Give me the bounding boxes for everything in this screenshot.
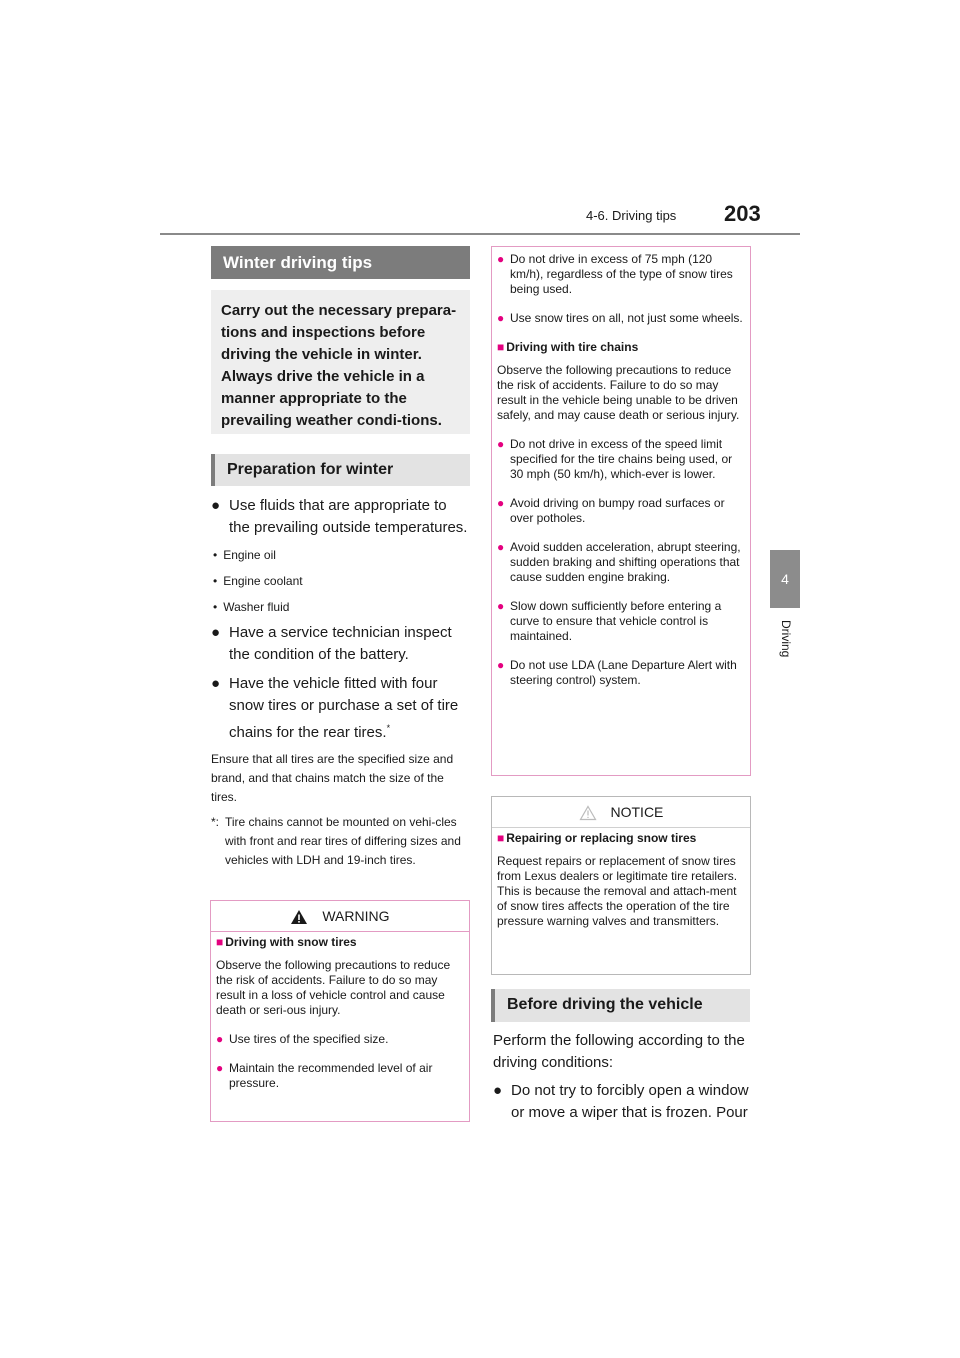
footnote-mark: * xyxy=(386,723,391,733)
bullet-icon: ● xyxy=(216,1032,224,1046)
warning-header: WARNING xyxy=(211,901,469,932)
list-item: ● Use fluids that are appropriate to the prevailing outside temperatures. xyxy=(211,497,468,536)
warning-intro: Observe the following precautions to reduce the risk of accidents. Failure to do so may result in a loss of vehicle control and cause death or seri-ous injury. xyxy=(216,958,451,1017)
list-item: ● Do not try to forcibly open a window or move a wiper that is frozen. Pour xyxy=(493,1082,749,1121)
caution-icon xyxy=(579,805,597,821)
bullet-icon: ● xyxy=(211,497,221,514)
intro-box: Carry out the necessary prepara-tions and inspections before driving the vehicle in winter. Always drive the vehicle in a manner appropriate to the prevailing weather condi-tions. xyxy=(211,290,470,434)
bullet-icon: • xyxy=(213,574,218,588)
list-item: ● Use tires of the specified size. xyxy=(216,1032,389,1046)
bullet-icon: ● xyxy=(497,658,505,672)
warning-intro: Observe the following precautions to reduce the risk of accidents. Failure to do so may result in the vehicle being unable to be driven safely, and may cause death or serious injury. xyxy=(497,363,740,422)
bullet-icon: ● xyxy=(497,437,505,451)
list-item: ● Have the vehicle fitted with four snow tires or purchase a set of tire chains for the rear tires.* xyxy=(211,675,459,741)
list-item: ● Avoid driving on bumpy road surfaces or over potholes. xyxy=(497,496,725,525)
section-heading-preparation: Preparation for winter xyxy=(211,454,470,486)
warning-content xyxy=(497,252,745,688)
warning-content xyxy=(216,935,464,1091)
notice-heading: ■ Repairing or replacing snow tires xyxy=(497,831,697,845)
bullet-icon: ● xyxy=(497,252,505,266)
bullet-icon: ● xyxy=(497,496,505,510)
warning-icon xyxy=(290,909,308,925)
list-item: • Engine oil xyxy=(213,548,276,562)
chapter-tab: 4 xyxy=(770,550,800,608)
warning-box xyxy=(210,900,470,1122)
notice-body: Request repairs or replacement of snow tires from Lexus dealers or legitimate tire retailers. This is because the removal and attach-ment of snow tires affects the operation of the tire pressure warning valves and transmitters. xyxy=(497,854,738,928)
bullet-icon: ● xyxy=(497,311,505,325)
warning-heading: ■ Driving with snow tires xyxy=(216,935,357,949)
footnote-label: *: xyxy=(211,815,220,829)
chapter-label: Driving xyxy=(779,620,793,658)
bullet-icon: • xyxy=(213,548,218,562)
list-item: ● Do not drive in excess of the speed limit specified for the tire chains being used, or 30 mph (50 km/h), which-ever is lower. xyxy=(497,437,733,481)
list-item: ● Do not drive in excess of 75 mph (120 km/h), regardless of the type of snow tires being used. xyxy=(497,252,733,296)
section-heading-winter: Winter driving tips xyxy=(211,246,470,279)
list-item: • Washer fluid xyxy=(213,600,290,614)
bullet-icon: ● xyxy=(497,599,505,613)
square-icon: ■ xyxy=(497,340,505,354)
note-text: Ensure that all tires are the specified size and brand, and that chains match the size of the tires. xyxy=(211,752,454,804)
notice-header: NOTICE xyxy=(492,797,750,828)
warning-heading: ■ Driving with tire chains xyxy=(497,340,639,354)
list-item: ● Slow down sufficiently before entering a curve to ensure that vehicle control is maintained. xyxy=(497,599,722,643)
notice-box xyxy=(491,796,751,975)
bullet-icon: ● xyxy=(211,675,221,692)
sub-list xyxy=(213,547,463,625)
square-icon: ■ xyxy=(216,935,224,949)
bullet-icon: ● xyxy=(497,540,505,554)
section-title: 4-6. Driving tips xyxy=(586,208,677,223)
footnote: *: Tire chains cannot be mounted on vehi-cles with front and rear tires of differing sizes and vehicles with LDH and 19-inch tires. xyxy=(211,815,461,867)
list-item: ● Do not use LDA (Lane Departure Alert with steering control) system. xyxy=(497,658,737,687)
header-rule xyxy=(160,233,800,235)
body-text: Perform the following according to the driving conditions: xyxy=(493,1032,745,1071)
section-heading-before-driving: Before driving the vehicle xyxy=(491,989,750,1022)
page-number: 203 xyxy=(724,201,761,226)
list-item: ● Maintain the recommended level of air pressure. xyxy=(216,1061,433,1090)
bullet-icon: ● xyxy=(216,1061,224,1075)
list-item: • Engine coolant xyxy=(213,574,303,588)
bullet-icon: ● xyxy=(493,1082,503,1099)
list-item: ● Avoid sudden acceleration, abrupt steering, sudden braking and shifting operations that cause sudden engine braking. xyxy=(497,540,741,584)
list-item: ● Use snow tires on all, not just some wheels. xyxy=(497,311,743,325)
notice-content xyxy=(497,831,745,929)
bullet-icon: • xyxy=(213,600,218,614)
warning-box-continued xyxy=(491,246,751,776)
bullet-icon: ● xyxy=(211,624,221,641)
list-item: ● Have a service technician inspect the condition of the battery. xyxy=(211,624,452,663)
square-icon: ■ xyxy=(497,831,505,845)
